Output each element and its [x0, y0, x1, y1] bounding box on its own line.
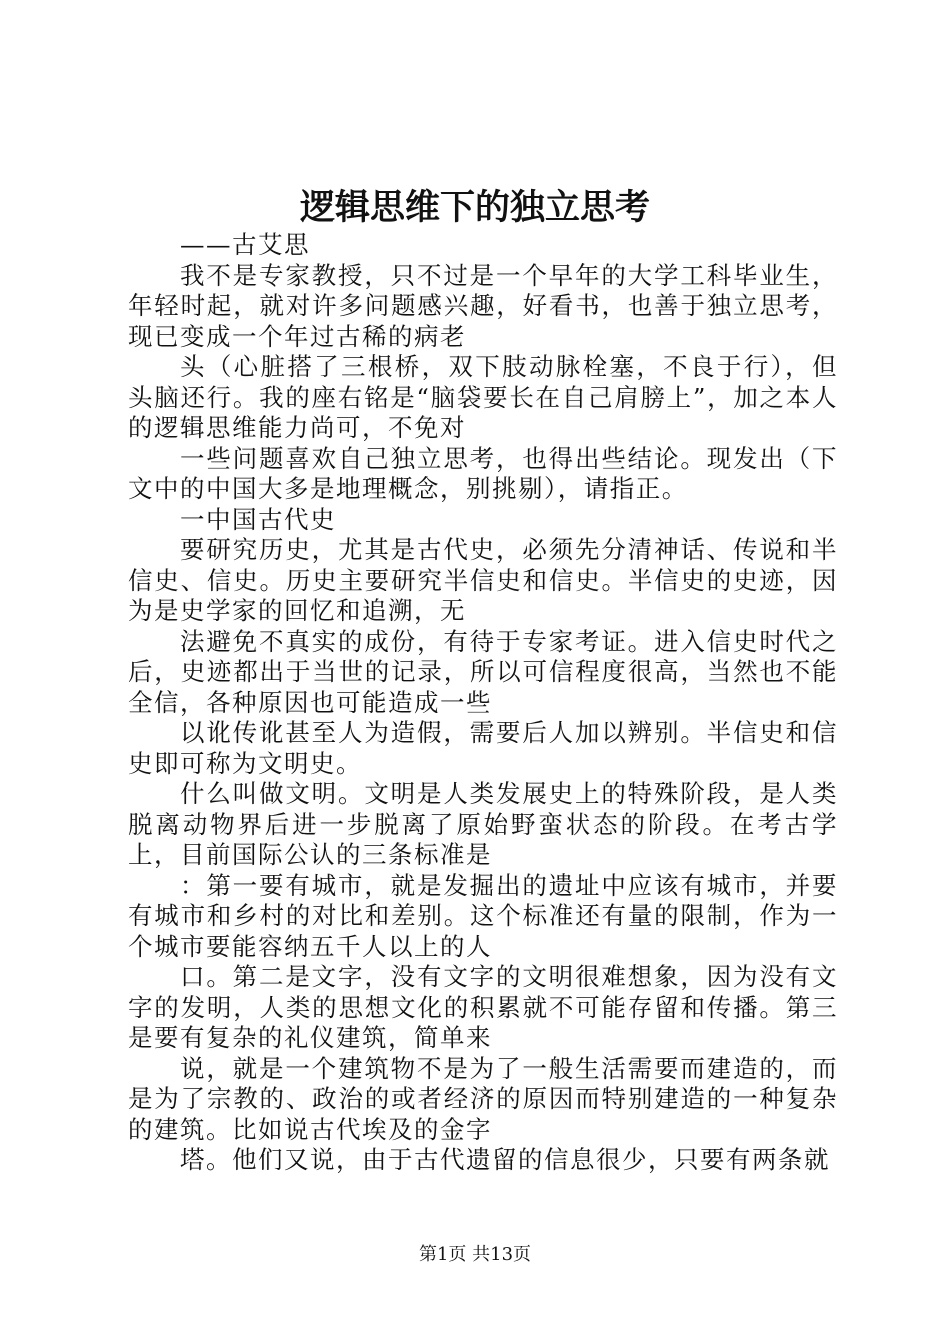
paragraph: 要研究历史，尤其是古代史，必须先分清神话、传说和半信史、信史。历史主要研究半信史和信史。半信史的史迹，因为是史学家的回忆和追溯，无 [128, 535, 838, 625]
document-body [128, 230, 838, 1176]
section-heading: 一中国古代史 [180, 504, 336, 534]
paragraph: 我不是专家教授，只不过是一个早年的大学工科毕业生，年轻时起，就对许多问题感兴趣，好看书，也善于独立思考，现已变成一个年过古稀的病老 [128, 260, 838, 351]
paragraph: 以讹传讹甚至人为造假，需要后人加以辨别。半信史和信史即可称为文明史。 [128, 718, 838, 778]
paragraph: 塔。他们又说，由于古代遗留的信息很少，只要有两条就 [180, 1145, 830, 1174]
paragraph: 口。第二是文字，没有文字的文明很难想象，因为没有文字的发明，人类的思想文化的积累就不可能存留和传播。第三是要有复杂的礼仪建筑，简单来 [128, 962, 838, 1052]
author-line: ——古艾思 [180, 230, 310, 259]
document-title: 逻辑思维下的独立思考 [299, 187, 650, 228]
paragraph: ：第一要有城市，就是发掘出的遗址中应该有城市，并要有城市和乡村的对比和差别。这个标准还有量的限制，作为一个城市要能容纳五千人以上的人 [128, 870, 838, 961]
paragraph: 头（心脏搭了三根桥，双下肢动脉栓塞，不良于行），但头脑还行。我的座右铭是“脑袋要长在自己肩膀上”，加之本人的逻辑思维能力尚可，不免对 [128, 352, 838, 442]
paragraph: 什么叫做文明。文明是人类发展史上的特殊阶段，是人类脱离动物界后进一步脱离了原始野蛮状态的阶段。在考古学上，目前国际公认的三条标准是 [128, 779, 838, 869]
paragraph: 一些问题喜欢自己独立思考，也得出些结论。现发出（下文中的中国大多是地理概念，别挑剔），请指正。 [128, 443, 838, 503]
paragraph: 法避免不真实的成份，有待于专家考证。进入信史时代之后，史迹都出于当世的记录，所以可信程度很高，当然也不能全信，各种原因也可能造成一些 [128, 626, 838, 717]
page-footer: 第1页 共13页 [418, 1244, 532, 1265]
paragraph: 说，就是一个建筑物不是为了一般生活需要而建造的，而是为了宗教的、政治的或者经济的原因而特别建造的一种复杂的建筑。比如说古代埃及的金字 [128, 1053, 838, 1144]
